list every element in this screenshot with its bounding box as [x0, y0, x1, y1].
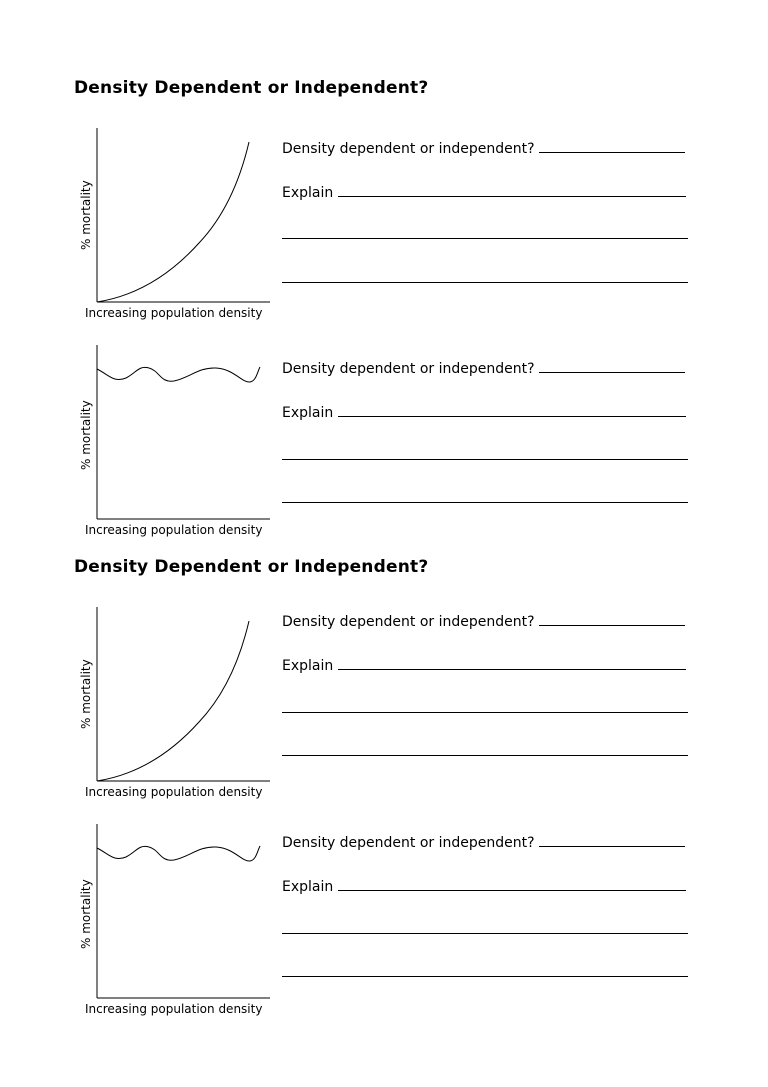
question-line-1	[282, 138, 685, 157]
question-line-3	[282, 611, 685, 630]
question-text: Density dependent or independent?	[282, 835, 535, 851]
graph-plot	[74, 824, 274, 1004]
section-title-1: Density Dependent or Independent?	[74, 78, 429, 98]
explain-blank-2[interactable]	[282, 458, 688, 460]
curve-wavy	[97, 367, 260, 382]
graph-wavy-1	[74, 345, 274, 535]
explain-text: Explain	[282, 185, 334, 201]
curve-increasing	[97, 621, 249, 781]
graph-plot	[74, 128, 274, 308]
explain-line-2	[282, 402, 686, 421]
curve-wavy	[97, 846, 260, 861]
question-line-4	[282, 832, 685, 851]
explain-text: Explain	[282, 405, 334, 421]
x-axis-label: Increasing population density	[85, 785, 263, 799]
y-axis-label: % mortality	[79, 400, 93, 470]
explain-blank[interactable]	[338, 655, 686, 670]
y-axis-label: % mortality	[79, 879, 93, 949]
explain-blank-3[interactable]	[282, 975, 688, 977]
graph-wavy-2	[74, 824, 274, 1014]
explain-line-3	[282, 655, 686, 674]
x-axis-label: Increasing population density	[85, 1002, 263, 1016]
question-text: Density dependent or independent?	[282, 614, 535, 630]
explain-blank-3[interactable]	[282, 281, 688, 283]
graph-increasing-1	[74, 128, 274, 318]
x-axis-label: Increasing population density	[85, 523, 263, 537]
explain-blank-3[interactable]	[282, 501, 688, 503]
explain-blank-3[interactable]	[282, 754, 688, 756]
answer-blank[interactable]	[539, 611, 685, 626]
y-axis-label: % mortality	[79, 659, 93, 729]
section-title-2: Density Dependent or Independent?	[74, 557, 429, 577]
explain-blank-2[interactable]	[282, 237, 688, 239]
graph-plot	[74, 607, 274, 787]
explain-text: Explain	[282, 879, 334, 895]
question-line-2	[282, 358, 685, 377]
explain-line-1	[282, 182, 686, 201]
answer-blank[interactable]	[539, 358, 685, 373]
answer-blank[interactable]	[539, 832, 685, 847]
explain-blank-2[interactable]	[282, 932, 688, 934]
explain-blank-2[interactable]	[282, 711, 688, 713]
y-axis-label: % mortality	[79, 180, 93, 250]
graph-increasing-2	[74, 607, 274, 797]
x-axis-label: Increasing population density	[85, 306, 263, 320]
explain-blank[interactable]	[338, 182, 686, 197]
explain-blank[interactable]	[338, 876, 686, 891]
question-text: Density dependent or independent?	[282, 361, 535, 377]
curve-increasing	[97, 142, 249, 302]
explain-blank[interactable]	[338, 402, 686, 417]
explain-line-4	[282, 876, 686, 895]
graph-plot	[74, 345, 274, 525]
explain-text: Explain	[282, 658, 334, 674]
answer-blank[interactable]	[539, 138, 685, 153]
question-text: Density dependent or independent?	[282, 141, 535, 157]
